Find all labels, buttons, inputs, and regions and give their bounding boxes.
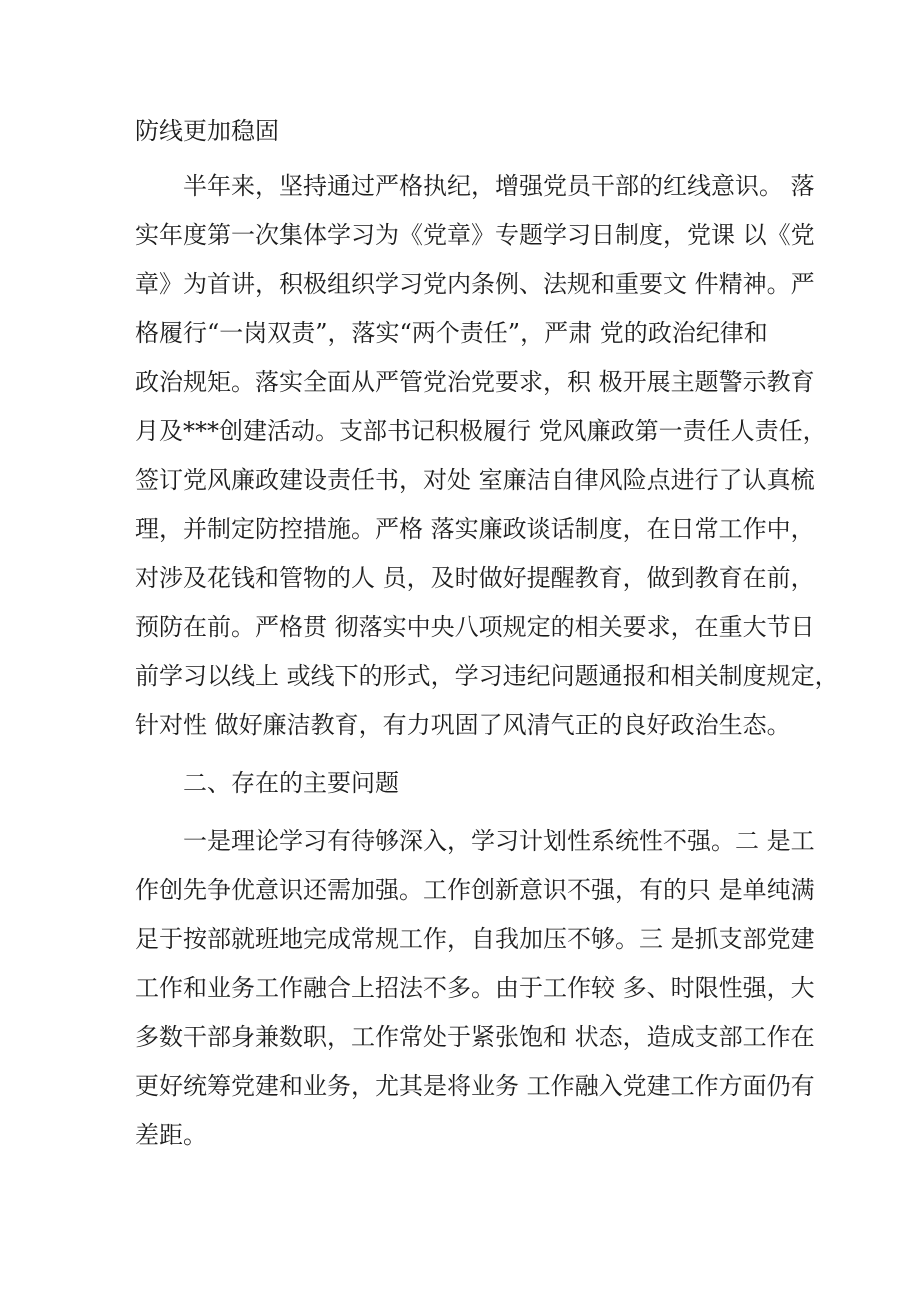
paragraph-2-line: 多数干部身兼数职，工作常处于紧张饱和 状态，造成支部工作在 — [135, 1023, 815, 1051]
paragraph-2-line: 更好统筹党建和业务，尤其是将业务 工作融入党建工作方面仍有 — [135, 1072, 815, 1100]
paragraph-2-line: 作创先争优意识还需加强。工作创新意识不强，有的只 是单纯满 — [135, 876, 815, 904]
paragraph-1-line: 章》为首讲，积极组织学习党内条例、法规和重要文 件精神。严 — [135, 270, 815, 298]
section-heading: 二、存在的主要问题 — [183, 769, 399, 797]
paragraph-1-line: 预防在前。严格贯 彻落实中央八项规定的相关要求，在重大节日 — [135, 613, 815, 641]
paragraph-2-line: 一是理论学习有待够深入，学习计划性系统性不强。二 是工 — [183, 827, 815, 855]
paragraph-1-line: 半年来，坚持通过严格执纪，增强党员干部的红线意识。 落 — [183, 172, 815, 200]
continuation-heading: 防线更加稳固 — [135, 117, 279, 145]
paragraph-1-line: 签订党风廉政建设责任书，对处 室廉洁自律风险点进行了认真梳 — [135, 466, 815, 494]
paragraph-1-line: 实年度第一次集体学习为《党章》专题学习日制度，党课 以《党 — [135, 221, 815, 249]
paragraph-2-line: 差距。 — [135, 1121, 207, 1149]
paragraph-1-line: 对涉及花钱和管物的人 员，及时做好提醒教育，做到教育在前， — [135, 564, 815, 592]
paragraph-1-line: 理，并制定防控措施。严格 落实廉政谈话制度，在日常工作中， — [135, 515, 815, 543]
paragraph-1-line: 针对性 做好廉洁教育，有力巩固了风清气正的良好政治生态。 — [135, 711, 791, 739]
paragraph-2-line: 工作和业务工作融合上招法不多。由于工作较 多、时限性强，大 — [135, 974, 815, 1002]
paragraph-1-line: 月及***创建活动。支部书记积极履行 党风廉政第一责任人责任， — [135, 417, 827, 445]
paragraph-1-line: 政治规矩。落实全面从严管党治党要求，积 极开展主题警示教育 — [135, 368, 815, 396]
paragraph-1-line: 格履行“一岗双责”，落实“两个责任”，严肃 党的政治纪律和 — [135, 319, 768, 347]
paragraph-2-line: 足于按部就班地完成常规工作，自我加压不够。三 是抓支部党建 — [135, 925, 815, 953]
paragraph-1-line: 前学习以线上 或线下的形式，学习违纪问题通报和相关制度规定， — [135, 662, 839, 690]
